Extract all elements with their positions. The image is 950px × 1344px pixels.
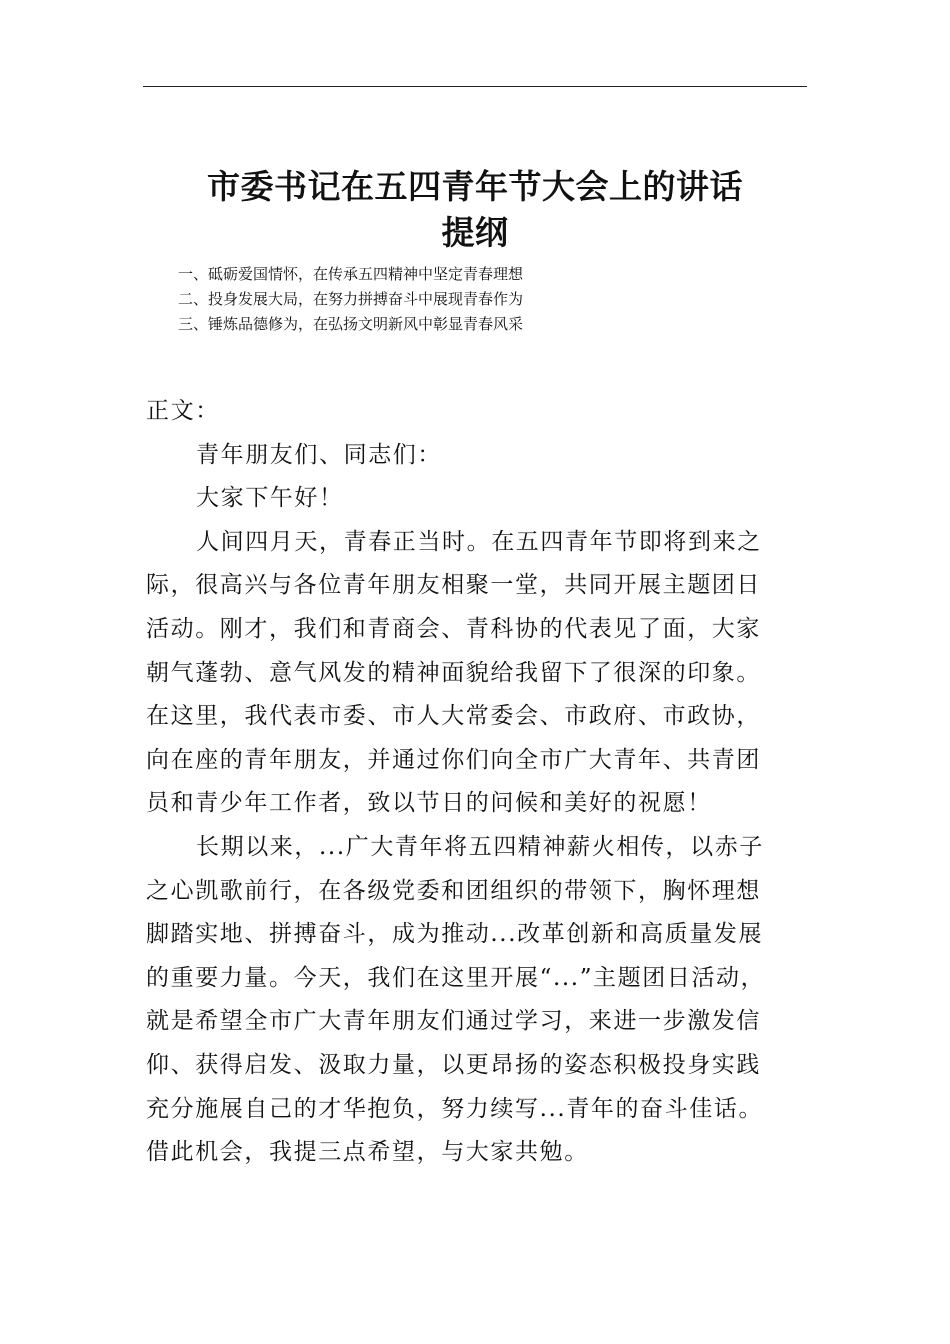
greeting: 大家下午好！	[196, 485, 344, 512]
paragraph-line: 就是希望全市广大青年朋友们通过学习，来进一步激发信	[146, 1008, 761, 1035]
paragraph-line: 仰、获得启发、汲取力量，以更昂扬的姿态积极投身实践	[146, 1051, 761, 1078]
paragraph-line: 际，很高兴与各位青年朋友相聚一堂，共同开展主题团日	[146, 572, 761, 599]
paragraph-line: 朝气蓬勃、意气风发的精神面貌给我留下了很深的印象。	[146, 659, 761, 686]
paragraph-line: 活动。刚才，我们和青商会、青科协的代表见了面，大家	[146, 615, 761, 642]
paragraph-2	[146, 826, 810, 1175]
header-rule	[143, 86, 807, 87]
outline-item: 二、投身发展大局，在努力拼搏奋斗中展现青春作为	[178, 290, 524, 308]
paragraph-line: 的重要力量。今天，我们在这里开展“...”主题团日活动，	[146, 964, 766, 991]
title-line: 提纲	[441, 213, 509, 252]
paragraph-line: 借此机会，我提三点希望，与大家共勉。	[146, 1139, 589, 1166]
document-title	[143, 164, 807, 256]
paragraph-line: 人间四月天，青春正当时。在五四青年节即将到来之	[196, 528, 762, 555]
paragraph-line: 充分施展自己的才华抱负，努力续写...青年的奋斗佳话。	[146, 1095, 764, 1122]
paragraph-line: 脚踏实地、拼搏奋斗，成为推动...改革创新和高质量发展	[146, 921, 764, 948]
paragraph-line: 长期以来，...广大青年将五四精神薪火相传，以赤子	[196, 833, 764, 860]
paragraph-1	[146, 521, 810, 826]
paragraph-line: 向在座的青年朋友，并通过你们向全市广大青年、共青团	[146, 746, 761, 773]
outline-item: 一、砥砺爱国情怀，在传承五四精神中坚定青春理想	[178, 265, 524, 283]
salutation: 青年朋友们、同志们：	[196, 441, 442, 468]
outline-list	[178, 262, 778, 337]
paragraph-line: 在这里，我代表市委、市人大常委会、市政府、市政协，	[146, 703, 761, 730]
document-body	[146, 390, 810, 1175]
paragraph-line: 员和青少年工作者，致以节日的问候和美好的祝愿！	[146, 790, 712, 817]
body-label: 正文：	[146, 398, 220, 424]
outline-item: 三、锤炼品德修为，在弘扬文明新风中彰显青春风采	[178, 315, 524, 333]
title-line: 市委书记在五四青年节大会上的讲话	[207, 167, 743, 206]
paragraph-line: 之心凯歌前行，在各级党委和团组织的带领下，胸怀理想	[146, 877, 761, 904]
